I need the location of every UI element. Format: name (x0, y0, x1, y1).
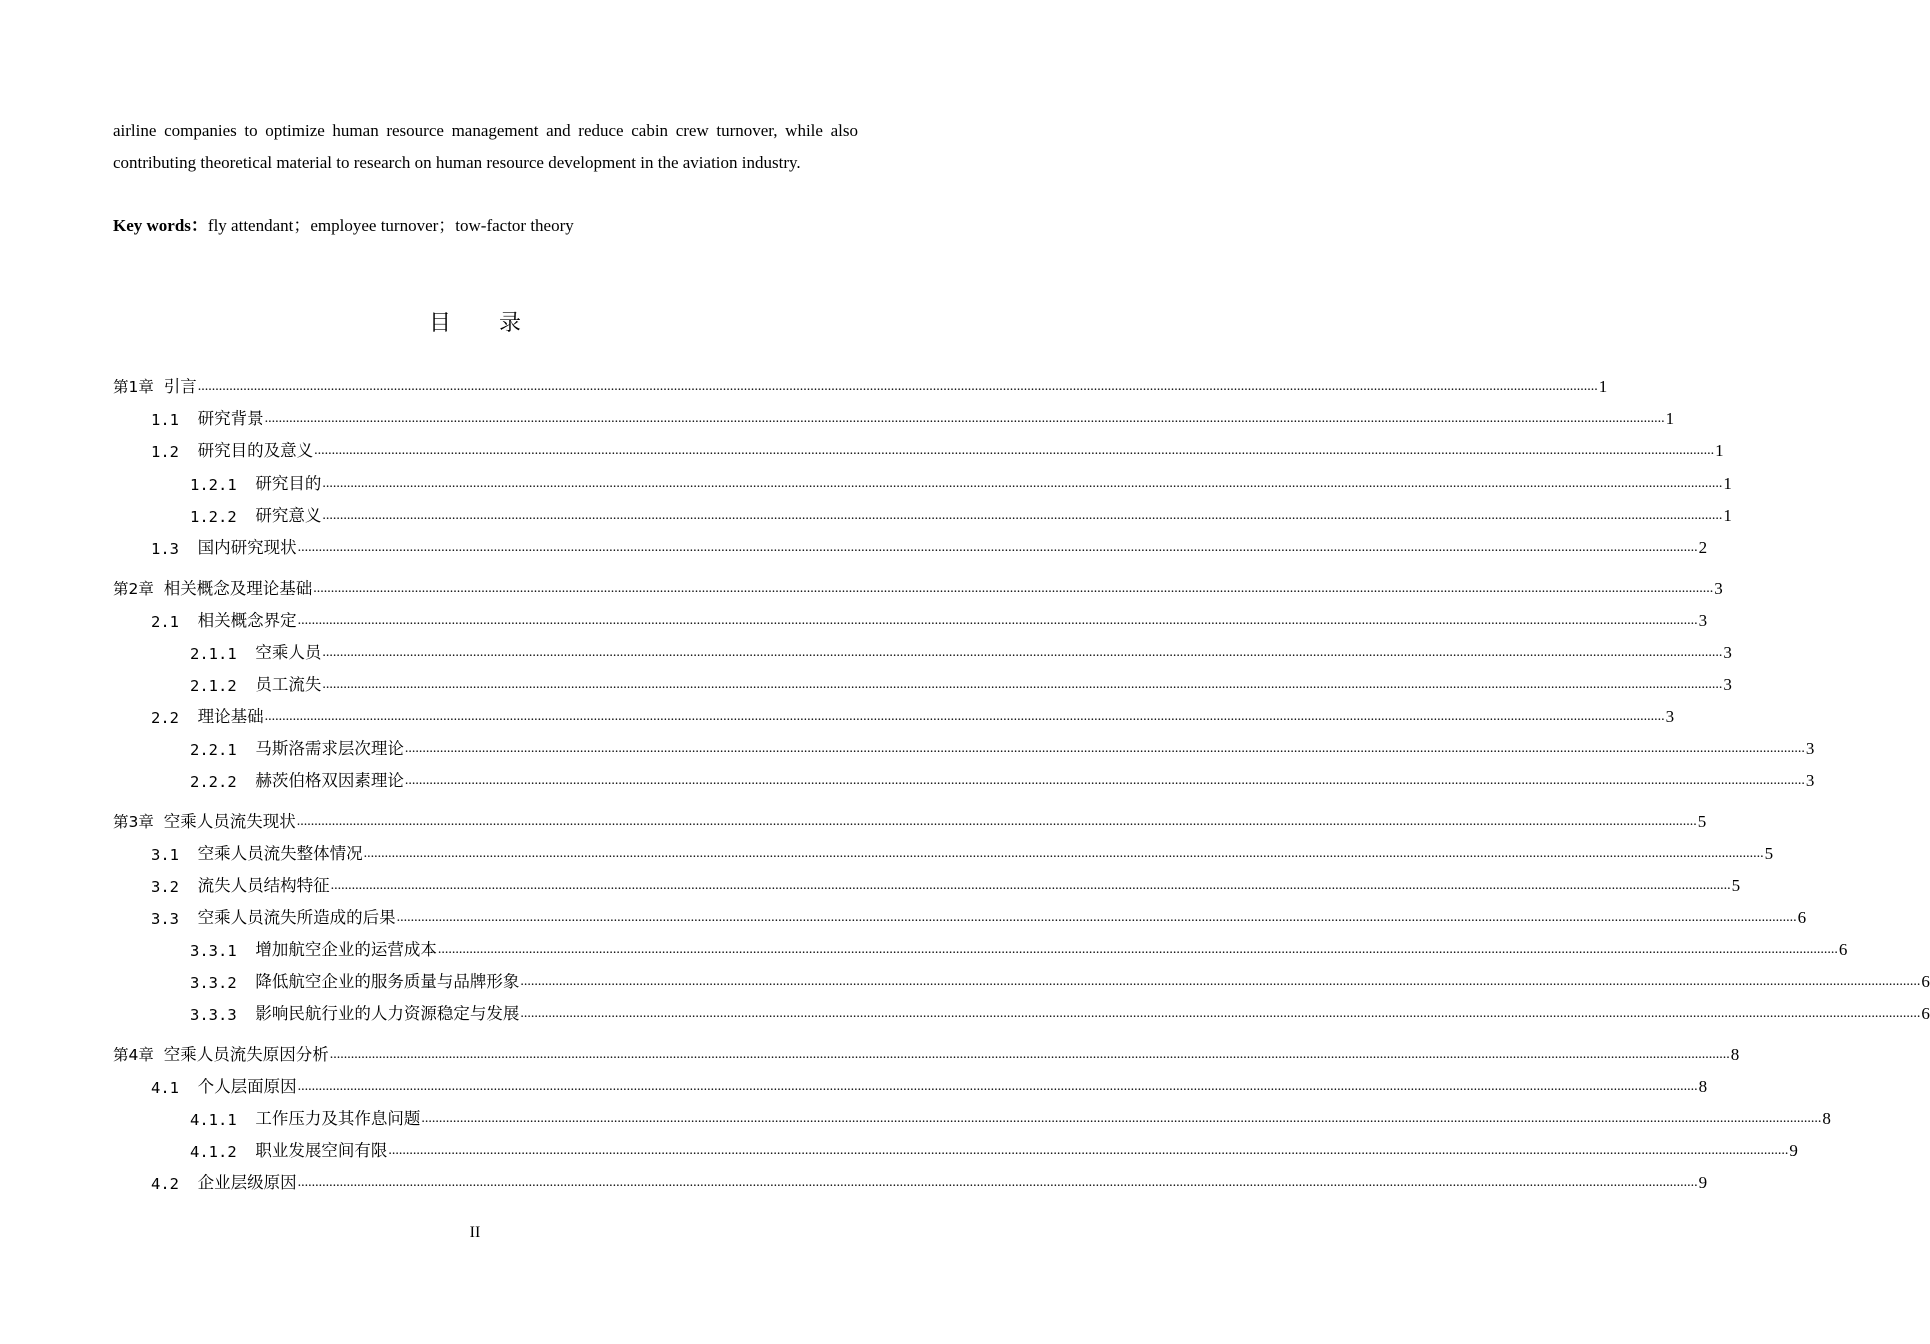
toc-entry-label: 员工流失 (255, 675, 322, 694)
toc-entry-number: 4.1.2 (190, 1143, 256, 1161)
toc-leader-dots: ................................................................................................................................................................................................................................................................................................................................................................................................................ (437, 942, 1838, 957)
toc-entry-label: 相关概念及理论基础 (163, 579, 313, 598)
toc-entry-label: 空乘人员流失原因分析 (163, 1045, 329, 1064)
abstract-text: airline companies to optimize human resource management and reduce cabin crew turnover, while also contributing theoretical material to research on human resource development in the aviation industry. (113, 121, 858, 172)
toc-entry-label: 理论基础 (197, 707, 264, 726)
toc-entry-number: 1.2.1 (190, 476, 256, 494)
toc-entry-page: 3 (1723, 643, 1732, 662)
toc-leader-dots: ................................................................................................................................................................................................................................................................................................................................................................................................................ (296, 814, 1697, 829)
toc-entry-number: 2.2.2 (190, 773, 256, 791)
toc-entry-number: 3.1 (151, 846, 198, 864)
toc-entry-label: 研究目的 (255, 474, 322, 493)
toc-entry[interactable] (151, 904, 1807, 928)
toc-entry[interactable] (190, 735, 1815, 759)
toc-entry[interactable] (190, 502, 1732, 526)
toc-entry[interactable] (151, 703, 1675, 727)
toc-entry-page: 3 (1805, 771, 1815, 790)
toc-entry-label: 流失人员结构特征 (197, 876, 330, 895)
toc-entry-number: 3.3.3 (190, 1006, 256, 1024)
toc-leader-dots: ................................................................................................................................................................................................................................................................................................................................................................................................................ (322, 677, 1723, 692)
toc-leader-dots: ................................................................................................................................................................................................................................................................................................................................................................................................................ (330, 878, 1731, 893)
toc-entry-page: 2 (1698, 538, 1708, 557)
toc-leader-dots: ................................................................................................................................................................................................................................................................................................................................................................................................................ (297, 613, 1698, 628)
toc-leader-dots: ................................................................................................................................................................................................................................................................................................................................................................................................................ (197, 379, 1598, 394)
toc-entry[interactable] (151, 1169, 1708, 1193)
toc-entry-label: 企业层级原因 (197, 1173, 297, 1192)
toc-entry[interactable] (151, 872, 1741, 896)
toc-entry-number: 第1章 (113, 378, 164, 396)
keywords-value: fly attendant；employee turnover；tow-factor theory (207, 216, 574, 235)
toc-leader-dots: ................................................................................................................................................................................................................................................................................................................................................................................................................ (421, 1111, 1822, 1126)
toc-title (0, 306, 950, 337)
toc-leader-dots: ................................................................................................................................................................................................................................................................................................................................................................................................................ (520, 1006, 1921, 1021)
toc-entry-label: 研究背景 (197, 409, 264, 428)
toc-entry-number: 1.2 (151, 443, 198, 461)
toc-entry-label: 降低航空企业的服务质量与品牌形象 (255, 972, 520, 991)
toc-entry[interactable] (113, 808, 1707, 832)
toc-entry-page: 8 (1730, 1045, 1740, 1064)
toc-leader-dots: ................................................................................................................................................................................................................................................................................................................................................................................................................ (404, 741, 1805, 756)
toc-entry[interactable] (190, 1000, 1930, 1024)
toc-entry-label: 研究目的及意义 (197, 441, 314, 460)
toc-entry-page: 6 (1921, 972, 1930, 991)
toc-entry-number: 2.2.1 (190, 741, 256, 759)
toc-entry[interactable] (151, 437, 1724, 461)
toc-entry[interactable] (113, 1041, 1740, 1065)
toc-entry[interactable] (151, 607, 1708, 631)
toc-entry[interactable] (113, 575, 1723, 599)
toc-entry-number: 4.1 (151, 1079, 198, 1097)
toc-entry-page: 5 (1697, 812, 1707, 831)
toc-entry-page: 9 (1789, 1141, 1798, 1160)
toc-leader-dots: ................................................................................................................................................................................................................................................................................................................................................................................................................ (322, 508, 1723, 523)
toc-leader-dots: ................................................................................................................................................................................................................................................................................................................................................................................................................ (396, 910, 1797, 925)
toc-entry[interactable] (190, 936, 1848, 960)
toc-leader-dots: ................................................................................................................................................................................................................................................................................................................................................................................................................ (314, 443, 1715, 458)
toc-entry-page: 6 (1797, 908, 1807, 927)
toc-leader-dots: ................................................................................................................................................................................................................................................................................................................................................................................................................ (297, 1175, 1698, 1190)
toc-entry-label: 相关概念界定 (197, 611, 297, 630)
toc-entry[interactable] (190, 767, 1815, 791)
toc-leader-dots: ................................................................................................................................................................................................................................................................................................................................................................................................................ (264, 709, 1665, 724)
toc-entry-page: 1 (1723, 506, 1732, 525)
toc-entry[interactable] (190, 968, 1930, 992)
toc-entry-number: 2.1.1 (190, 645, 256, 663)
abstract-paragraph (113, 115, 858, 179)
toc-entry-number: 2.2 (151, 709, 198, 727)
toc-entry-page: 8 (1822, 1109, 1831, 1128)
toc-entry-label: 职业发展空间有限 (255, 1141, 388, 1160)
toc-entry[interactable] (190, 1137, 1798, 1161)
toc-leader-dots: ................................................................................................................................................................................................................................................................................................................................................................................................................ (313, 581, 1714, 596)
toc-entry-page: 1 (1723, 474, 1732, 493)
toc-entry-number: 第2章 (113, 580, 164, 598)
toc-entry-label: 空乘人员流失整体情况 (197, 844, 363, 863)
toc-entry-number: 2.1.2 (190, 677, 256, 695)
toc-entry-number: 3.3.2 (190, 974, 256, 992)
toc-entry[interactable] (151, 1073, 1708, 1097)
toc-entry-page: 5 (1731, 876, 1741, 895)
toc-entry-number: 第3章 (113, 813, 164, 831)
toc-entry-number: 3.3.1 (190, 942, 256, 960)
toc-entry[interactable] (151, 840, 1774, 864)
toc-entry-label: 马斯洛需求层次理论 (255, 739, 404, 758)
toc-leader-dots: ................................................................................................................................................................................................................................................................................................................................................................................................................ (329, 1047, 1730, 1062)
keywords-label: Key words： (113, 216, 208, 235)
toc-entry[interactable] (190, 470, 1732, 494)
toc-leader-dots: ................................................................................................................................................................................................................................................................................................................................................................................................................ (297, 1079, 1698, 1094)
toc-entry-label: 国内研究现状 (197, 538, 297, 557)
toc-entry-page: 9 (1698, 1173, 1708, 1192)
toc-leader-dots: ................................................................................................................................................................................................................................................................................................................................................................................................................ (388, 1143, 1789, 1158)
toc-entry-page: 3 (1665, 707, 1675, 726)
toc-entry-page: 1 (1665, 409, 1675, 428)
toc-entry-number: 1.1 (151, 411, 198, 429)
toc-entry-page: 3 (1698, 611, 1708, 630)
toc-entry-number: 2.1 (151, 613, 198, 631)
toc-leader-dots: ................................................................................................................................................................................................................................................................................................................................................................................................................ (404, 773, 1805, 788)
toc-entry-page: 3 (1723, 675, 1732, 694)
toc-entry-number: 1.2.2 (190, 508, 256, 526)
toc-entry-label: 研究意义 (255, 506, 322, 525)
toc-entry-page: 3 (1714, 579, 1723, 598)
toc-leader-dots: ................................................................................................................................................................................................................................................................................................................................................................................................................ (322, 645, 1723, 660)
toc-entry-page: 6 (1921, 1004, 1930, 1023)
toc-entry-label: 引言 (163, 377, 197, 396)
toc-entry-label: 工作压力及其作息问题 (255, 1109, 421, 1128)
toc-leader-dots: ................................................................................................................................................................................................................................................................................................................................................................................................................ (363, 846, 1764, 861)
toc-entry-number: 3.3 (151, 910, 198, 928)
toc-entry-number: 4.2 (151, 1175, 198, 1193)
toc-entry-label: 影响民航行业的人力资源稳定与发展 (255, 1004, 520, 1023)
toc-entry[interactable] (190, 1105, 1831, 1129)
toc-entry-label: 空乘人员 (255, 643, 322, 662)
toc-entry-number: 3.2 (151, 878, 198, 896)
toc-leader-dots: ................................................................................................................................................................................................................................................................................................................................................................................................................ (520, 974, 1921, 989)
page-number: II (469, 1224, 481, 1241)
toc-entry-page: 1 (1715, 441, 1724, 460)
toc-entry-number: 第4章 (113, 1046, 164, 1064)
toc-entry[interactable] (151, 405, 1675, 429)
toc-entry-page: 1 (1598, 377, 1608, 396)
toc-entry-label: 赫茨伯格双因素理论 (255, 771, 404, 790)
toc-title-part1: 目 (428, 311, 451, 336)
toc-entry-label: 空乘人员流失现状 (163, 812, 296, 831)
toc-entry-label: 个人层面原因 (197, 1077, 297, 1096)
toc-entry-label: 空乘人员流失所造成的后果 (197, 908, 396, 927)
toc-leader-dots: ................................................................................................................................................................................................................................................................................................................................................................................................................ (264, 411, 1665, 426)
toc-entry[interactable] (190, 639, 1732, 663)
toc-entry-number: 1.3 (151, 540, 198, 558)
toc-entry-label: 增加航空企业的运营成本 (255, 940, 437, 959)
keywords-line (113, 210, 858, 242)
toc-leader-dots: ................................................................................................................................................................................................................................................................................................................................................................................................................ (297, 540, 1698, 555)
toc-entry[interactable] (151, 534, 1708, 558)
toc-entry[interactable] (113, 373, 1608, 397)
toc-entry-page: 8 (1698, 1077, 1708, 1096)
toc-entry-page: 5 (1764, 844, 1774, 863)
toc-entry-page: 3 (1805, 739, 1815, 758)
toc-entry[interactable] (190, 671, 1732, 695)
toc-entry-page: 6 (1838, 940, 1848, 959)
toc-leader-dots: ................................................................................................................................................................................................................................................................................................................................................................................................................ (322, 476, 1723, 491)
toc-entry-number: 4.1.1 (190, 1111, 256, 1129)
toc-title-part2: 录 (499, 311, 522, 336)
